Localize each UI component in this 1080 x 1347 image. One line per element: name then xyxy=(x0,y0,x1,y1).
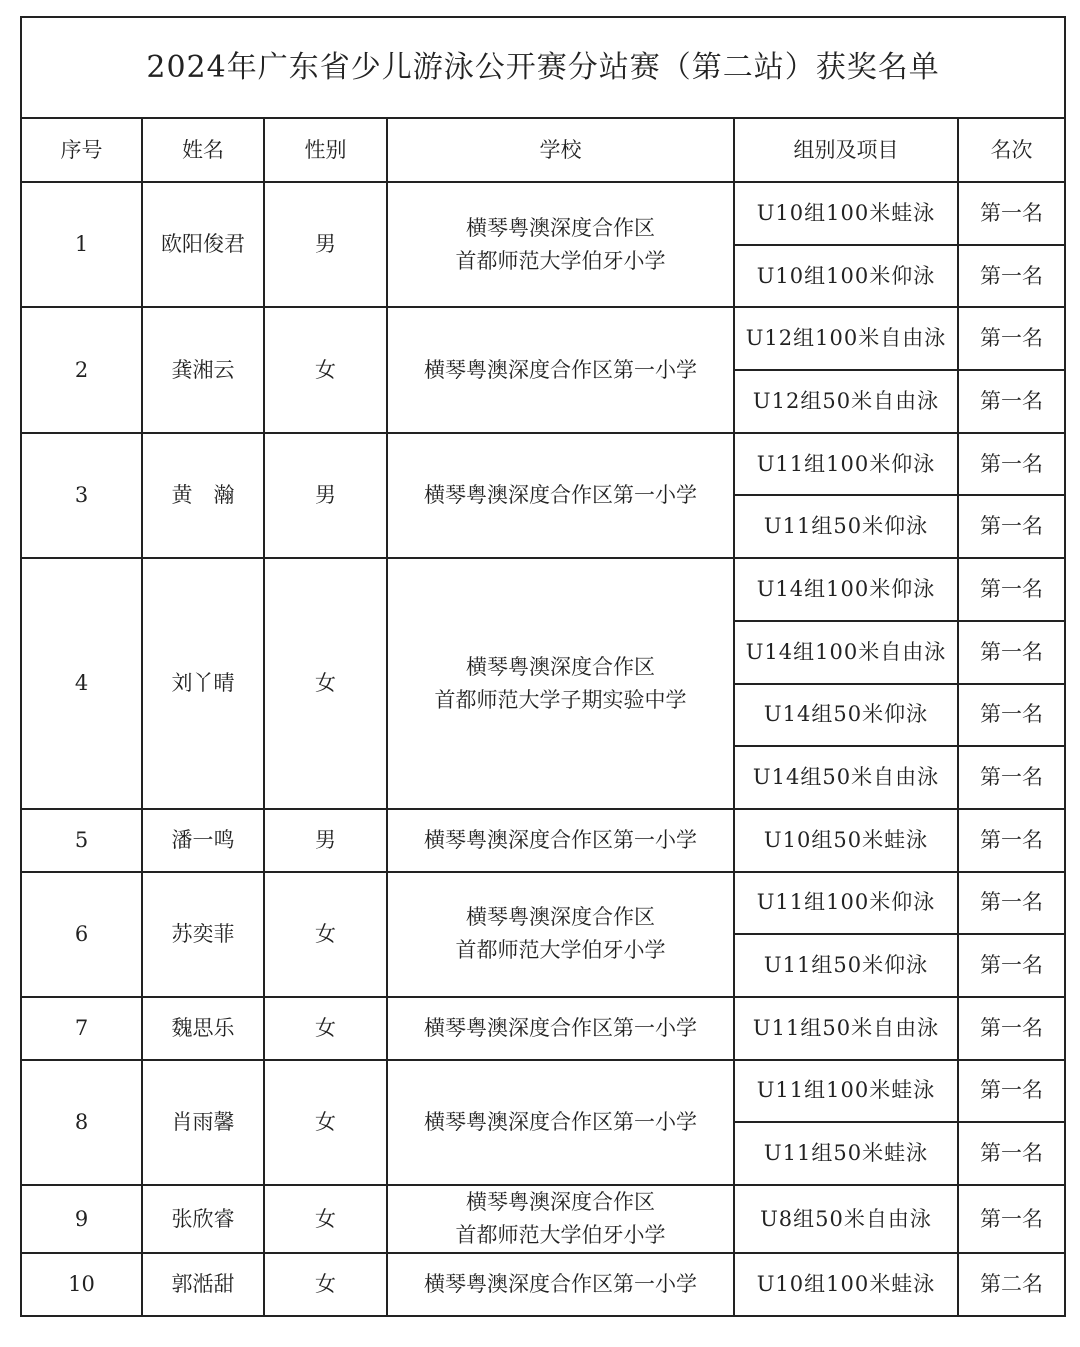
athlete-name: 魏思乐 xyxy=(142,997,264,1060)
athlete-gender: 女 xyxy=(264,558,387,809)
rank-cell: 第一名 xyxy=(958,245,1065,308)
school-line: 首都师范大学子期实验中学 xyxy=(434,687,687,712)
athlete-name: 黄 瀚 xyxy=(142,433,264,558)
school-line: 首都师范大学伯牙小学 xyxy=(455,1223,666,1247)
event-cell: U10组100米蛙泳 xyxy=(734,1253,958,1316)
event-cell: U14组100米仰泳 xyxy=(734,558,958,621)
table-row xyxy=(21,1253,1065,1316)
table-row xyxy=(21,182,1065,245)
rank-cell: 第一名 xyxy=(958,495,1065,558)
rank-cell: 第一名 xyxy=(958,370,1065,433)
event-cell: U10组100米蛙泳 xyxy=(734,182,958,245)
row-number: 6 xyxy=(21,872,142,997)
school-cell xyxy=(387,1253,734,1316)
event-cell: U12组100米自由泳 xyxy=(734,307,958,370)
table-row xyxy=(21,997,1065,1060)
school-cell xyxy=(387,307,734,432)
school-line: 横琴粤澳深度合作区第一小学 xyxy=(424,827,697,852)
school-line: 横琴粤澳深度合作区 xyxy=(466,654,655,679)
event-cell: U10组50米蛙泳 xyxy=(734,809,958,872)
header-school: 学校 xyxy=(387,118,734,182)
event-cell: U14组50米自由泳 xyxy=(734,746,958,809)
athlete-name: 欧阳俊君 xyxy=(142,182,264,307)
rank-cell: 第一名 xyxy=(958,746,1065,809)
athlete-name: 龚湘云 xyxy=(142,307,264,432)
school-line: 横琴粤澳深度合作区第一小学 xyxy=(424,1109,697,1134)
athlete-gender: 女 xyxy=(264,1185,387,1253)
row-number: 2 xyxy=(21,307,142,432)
rank-cell: 第二名 xyxy=(958,1253,1065,1316)
school-line: 横琴粤澳深度合作区第一小学 xyxy=(424,357,697,382)
athlete-gender: 女 xyxy=(264,307,387,432)
athlete-name: 苏奕菲 xyxy=(142,872,264,997)
rank-cell: 第一名 xyxy=(958,433,1065,496)
school-line: 首都师范大学伯牙小学 xyxy=(455,248,666,273)
athlete-name: 张欣睿 xyxy=(142,1185,264,1253)
row-number: 10 xyxy=(21,1253,142,1316)
row-number: 1 xyxy=(21,182,142,307)
athlete-gender: 女 xyxy=(264,1060,387,1185)
athlete-name: 郭湉甜 xyxy=(142,1253,264,1316)
school-line: 横琴粤澳深度合作区 xyxy=(466,1190,655,1214)
athlete-gender: 女 xyxy=(264,872,387,997)
row-number: 8 xyxy=(21,1060,142,1185)
athlete-gender: 女 xyxy=(264,997,387,1060)
rank-cell: 第一名 xyxy=(958,809,1065,872)
school-line: 横琴粤澳深度合作区 xyxy=(466,905,655,930)
school-line: 横琴粤澳深度合作区第一小学 xyxy=(424,1271,697,1296)
header-gender: 性别 xyxy=(264,118,387,182)
rank-cell: 第一名 xyxy=(958,307,1065,370)
table-row xyxy=(21,1185,1065,1253)
school-line: 横琴粤澳深度合作区第一小学 xyxy=(424,482,697,507)
row-number: 4 xyxy=(21,558,142,809)
rank-cell: 第一名 xyxy=(958,1060,1065,1123)
rank-cell: 第一名 xyxy=(958,872,1065,935)
header-event: 组别及项目 xyxy=(734,118,958,182)
athlete-name: 潘一鸣 xyxy=(142,809,264,872)
event-cell: U11组50米仰泳 xyxy=(734,495,958,558)
row-number: 5 xyxy=(21,809,142,872)
event-cell: U8组50米自由泳 xyxy=(734,1185,958,1253)
school-cell xyxy=(387,1060,734,1185)
table-row xyxy=(21,307,1065,370)
school-line: 横琴粤澳深度合作区第一小学 xyxy=(424,1015,697,1040)
athlete-gender: 男 xyxy=(264,809,387,872)
row-number: 9 xyxy=(21,1185,142,1253)
table-row xyxy=(21,558,1065,621)
row-number: 7 xyxy=(21,997,142,1060)
rank-cell: 第一名 xyxy=(958,558,1065,621)
award-table xyxy=(20,16,1066,1317)
event-cell: U11组100米仰泳 xyxy=(734,433,958,496)
row-number: 3 xyxy=(21,433,142,558)
rank-cell: 第一名 xyxy=(958,621,1065,684)
event-cell: U10组100米仰泳 xyxy=(734,245,958,308)
event-cell: U14组100米自由泳 xyxy=(734,621,958,684)
school-cell xyxy=(387,182,734,307)
school-cell xyxy=(387,872,734,997)
rank-cell: 第一名 xyxy=(958,684,1065,747)
rank-cell: 第一名 xyxy=(958,1122,1065,1185)
event-cell: U12组50米自由泳 xyxy=(734,370,958,433)
athlete-gender: 女 xyxy=(264,1253,387,1316)
school-cell xyxy=(387,809,734,872)
header-number: 序号 xyxy=(21,118,142,182)
school-cell xyxy=(387,997,734,1060)
athlete-gender: 男 xyxy=(264,182,387,307)
event-cell: U14组50米仰泳 xyxy=(734,684,958,747)
athlete-name: 肖雨馨 xyxy=(142,1060,264,1185)
school-cell xyxy=(387,558,734,809)
document-title: 2024年广东省少儿游泳公开赛分站赛（第二站）获奖名单 xyxy=(21,17,1065,118)
header-name: 姓名 xyxy=(142,118,264,182)
table-row xyxy=(21,809,1065,872)
event-cell: U11组100米仰泳 xyxy=(734,872,958,935)
header-rank: 名次 xyxy=(958,118,1065,182)
event-cell: U11组50米自由泳 xyxy=(734,997,958,1060)
event-cell: U11组50米蛙泳 xyxy=(734,1122,958,1185)
school-cell xyxy=(387,1185,734,1253)
table-row xyxy=(21,433,1065,496)
rank-cell: 第一名 xyxy=(958,934,1065,997)
table-row xyxy=(21,872,1065,935)
school-cell xyxy=(387,433,734,558)
athlete-gender: 男 xyxy=(264,433,387,558)
event-cell: U11组100米蛙泳 xyxy=(734,1060,958,1123)
rank-cell: 第一名 xyxy=(958,182,1065,245)
school-line: 横琴粤澳深度合作区 xyxy=(466,215,655,240)
rank-cell: 第一名 xyxy=(958,1185,1065,1253)
athlete-name: 刘丫晴 xyxy=(142,558,264,809)
school-line: 首都师范大学伯牙小学 xyxy=(455,938,666,963)
table-row xyxy=(21,1060,1065,1123)
event-cell: U11组50米仰泳 xyxy=(734,934,958,997)
rank-cell: 第一名 xyxy=(958,997,1065,1060)
